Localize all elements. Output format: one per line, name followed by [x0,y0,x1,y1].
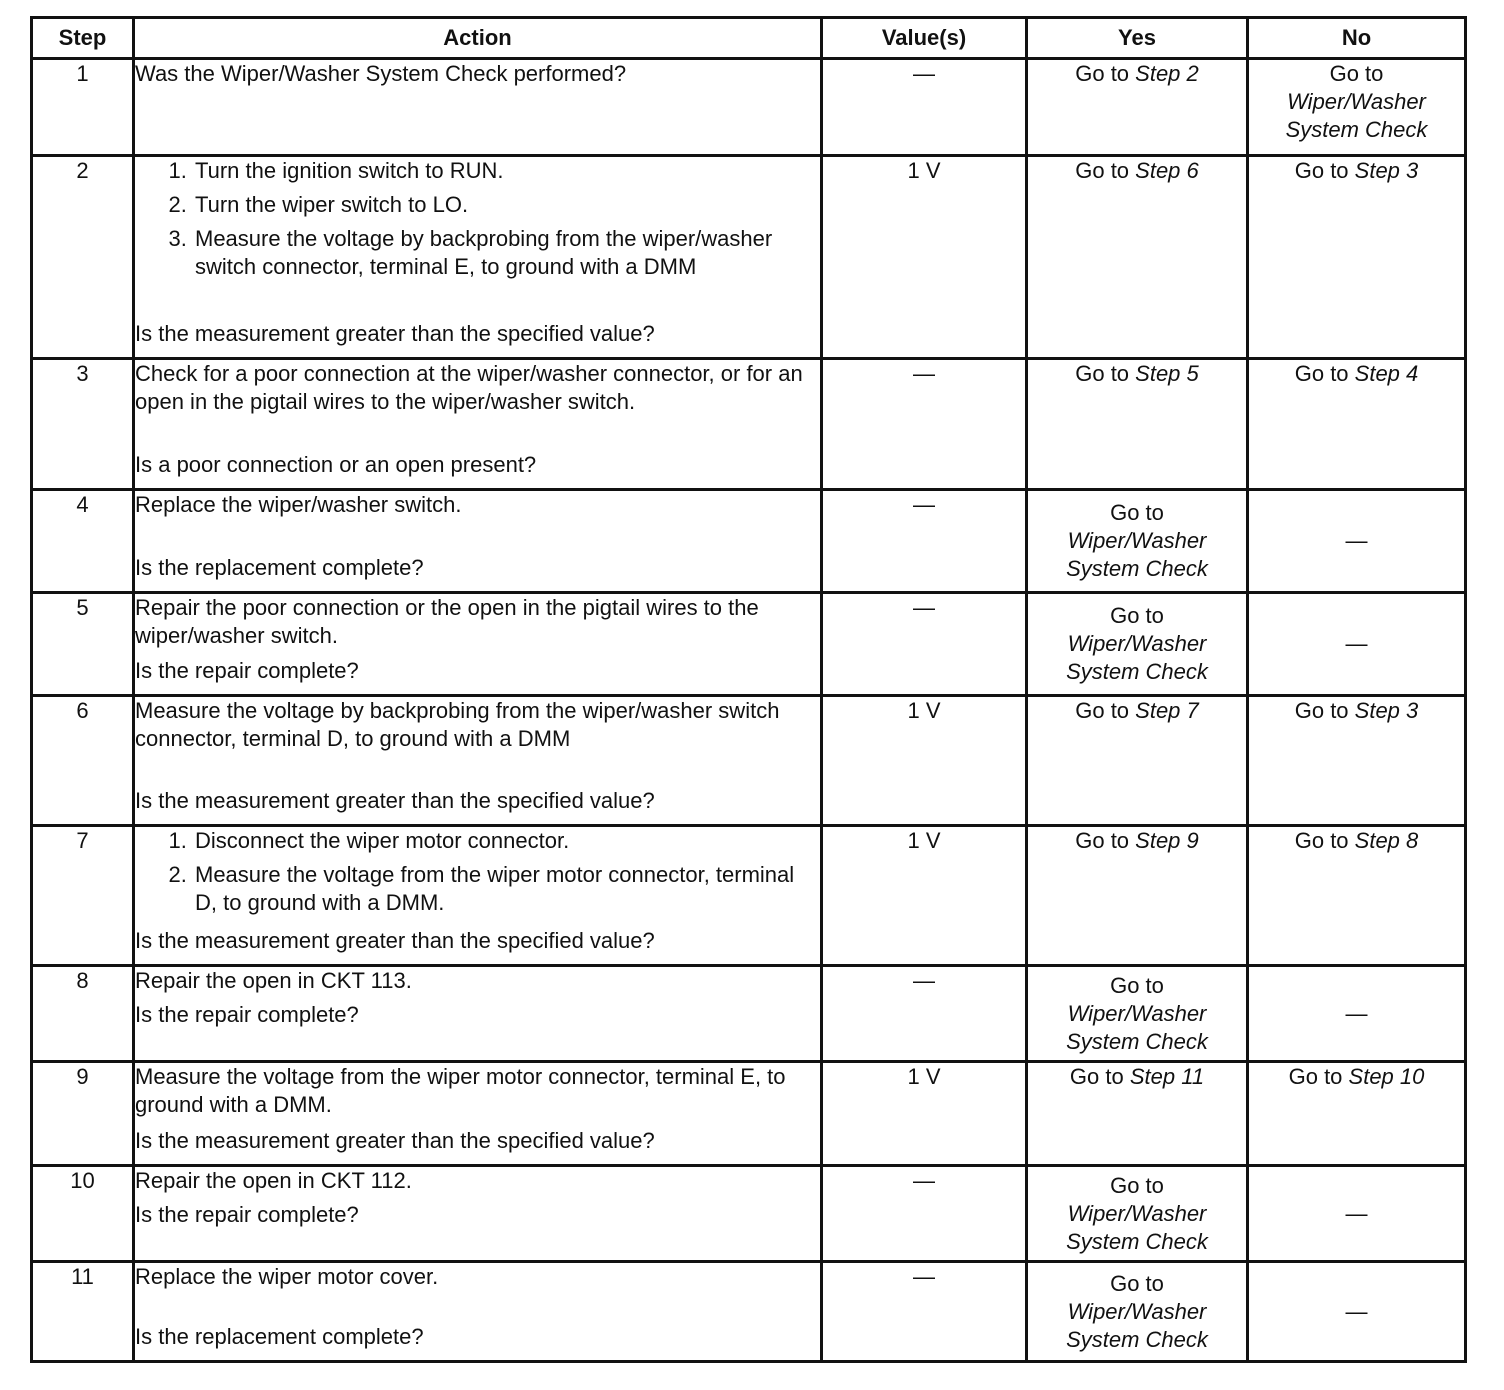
action-step: 2. Turn the wiper switch to LO. [193,191,820,219]
yes-goto [1028,827,1246,855]
yes-goto-prefix: Go to [1075,828,1136,853]
no-cell [1248,1166,1466,1262]
action-question: Is the replacement complete? [135,1324,424,1349]
yes-goto-prefix: Go to [1110,500,1164,525]
action-cell [134,696,822,826]
action-text: Was the Wiper/Washer System Check performed? [135,61,627,86]
action-text: Is the repair complete? [135,1202,359,1227]
no-goto-prefix: Go to [1329,61,1384,86]
action-text: Replace the wiper motor cover. [135,1264,439,1289]
yes-cell [1027,966,1248,1062]
yes-goto-target: Step 2 [1135,61,1199,86]
table-row [32,966,1466,1062]
yes-cell [1027,59,1248,156]
action-question: Is the replacement complete? [135,555,424,580]
action-body [135,1167,820,1235]
value-cell: — [822,59,1027,156]
yes-goto [1028,157,1246,185]
action-question: Is a poor connection or an open present? [135,452,537,477]
header-step: Step [32,18,134,59]
table-row [32,826,1466,966]
yes-goto [1028,60,1246,88]
yes-goto-prefix: Go to [1110,1172,1164,1198]
action-content [135,594,820,685]
action-question: Is the measurement greater than the specified value? [135,321,655,346]
step-number: 10 [32,1166,134,1262]
yes-cell [1027,156,1248,359]
table-row [32,1262,1466,1362]
yes-goto-target: System Check [1066,1228,1208,1254]
yes-goto-prefix: Go to [1075,361,1136,386]
table-row [32,156,1466,359]
table-row [32,490,1466,593]
no-dash: — [1345,1298,1368,1324]
no-dash: — [1345,528,1368,553]
action-step: 3. Measure the voltage by backprobing from the wiper/washer switch connector, terminal E, to ground with a DMM [193,225,820,281]
action-text: Measure the voltage by backprobing from the wiper/washer switch connector, terminal D, to ground with a DMM [135,698,780,751]
action-body [135,697,820,759]
action-content [135,491,820,582]
action-text: Is the repair complete? [135,1002,359,1027]
action-cell [134,1062,822,1166]
table-row [32,1166,1466,1262]
value-cell: — [822,966,1027,1062]
no-goto-target: Step 8 [1354,828,1419,853]
action-body [135,491,820,525]
no-cell [1248,156,1466,359]
yes-cell [1027,696,1248,826]
no-goto-target: Step 10 [1348,1064,1425,1089]
action-body [135,157,820,287]
step-number: 2 [32,156,134,359]
action-content [135,360,820,479]
action-body [135,1263,820,1297]
yes-cell [1027,1062,1248,1166]
action-question: Is the repair complete? [135,658,359,683]
action-text: Measure the voltage from the wiper motor connector, terminal E, to ground with a DMM. [135,1064,786,1117]
step-number: 8 [32,966,134,1062]
no-goto-target: System Check [1285,117,1428,142]
action-cell [134,359,822,490]
no-goto [1249,157,1464,185]
no-cell [1248,696,1466,826]
table-body [32,59,1466,1362]
step-number: 1 [32,59,134,156]
header-value: Value(s) [822,18,1027,59]
step-number: 3 [32,359,134,490]
action-cell [134,1262,822,1362]
table-row [32,1062,1466,1166]
yes-cell [1027,826,1248,966]
yes-goto-target: Step 7 [1135,698,1199,723]
action-cell [134,826,822,966]
yes-goto-prefix: Go to [1075,158,1136,183]
yes-goto-target: System Check [1066,556,1208,581]
action-text: Repair the open in CKT 112. [135,1168,412,1193]
step-number: 5 [32,593,134,696]
no-goto [1249,360,1464,388]
yes-goto-target: System Check [1066,1326,1208,1352]
action-question: Is the measurement greater than the specified value? [135,1128,655,1153]
action-steps-list [135,827,820,917]
action-step: 2. Measure the voltage from the wiper motor connector, terminal D, to ground with a DMM. [193,861,820,917]
no-dash: — [1345,1200,1368,1226]
yes-goto-target: Wiper/Washer [1067,1200,1207,1226]
action-step: 1. Disconnect the wiper motor connector. [193,827,820,855]
yes-goto-target: System Check [1066,1028,1208,1054]
action-body [135,60,820,94]
no-goto-prefix: Go to [1288,1064,1349,1089]
value-cell: — [822,1262,1027,1362]
no-dash: — [1345,1000,1368,1026]
no-goto-prefix: Go to [1294,828,1355,853]
no-cell [1248,359,1466,490]
action-content [135,157,820,348]
step-number: 4 [32,490,134,593]
value-cell: — [822,1166,1027,1262]
yes-goto-prefix: Go to [1110,603,1164,628]
no-goto-target: Step 3 [1354,698,1419,723]
value-cell: — [822,593,1027,696]
yes-cell [1027,1262,1248,1362]
no-goto-prefix: Go to [1294,361,1355,386]
no-goto-target: Step 4 [1354,361,1419,386]
action-content [135,1263,820,1351]
table-row [32,359,1466,490]
no-goto [1249,697,1464,725]
step-number: 9 [32,1062,134,1166]
yes-goto-target: System Check [1066,659,1208,684]
no-cell [1248,490,1466,593]
action-cell [134,490,822,593]
yes-goto [1028,697,1246,725]
yes-goto-target: Step 6 [1135,158,1199,183]
no-goto-target: Step 3 [1354,158,1419,183]
yes-cell [1027,490,1248,593]
action-text: Repair the poor connection or the open in the pigtail wires to the wiper/washer switch. [135,595,759,648]
action-content [135,697,820,815]
no-cell [1248,593,1466,696]
step-number: 6 [32,696,134,826]
action-text: Repair the open in CKT 113. [135,968,412,993]
action-cell [134,1166,822,1262]
yes-cell [1027,593,1248,696]
action-body [135,967,820,1035]
no-cell [1248,1262,1466,1362]
header-yes: Yes [1027,18,1248,59]
yes-goto-target: Wiper/Washer [1067,631,1207,656]
action-content [135,1167,820,1251]
action-step: 1. Turn the ignition switch to RUN. [193,157,820,185]
yes-cell [1027,359,1248,490]
yes-goto [1028,360,1246,388]
header-no: No [1248,18,1466,59]
action-cell [134,156,822,359]
action-content [135,60,820,145]
yes-goto-target: Wiper/Washer [1067,1000,1207,1026]
table-header-row [32,18,1466,59]
action-cell [134,966,822,1062]
no-goto-prefix: Go to [1294,698,1355,723]
action-question: Is the measurement greater than the specified value? [135,788,655,813]
yes-goto-target: Wiper/Washer [1067,1298,1207,1324]
no-goto [1249,827,1464,855]
yes-goto-target: Step 9 [1135,828,1199,853]
value-cell: 1 V [822,156,1027,359]
table-row [32,593,1466,696]
yes-goto-prefix: Go to [1110,972,1164,998]
no-cell [1248,59,1466,156]
action-steps-list [135,157,820,281]
step-number: 7 [32,826,134,966]
diagnostic-table-page [30,16,1464,1363]
yes-goto-prefix: Go to [1069,1064,1130,1089]
yes-goto-target: Step 11 [1129,1064,1205,1089]
no-goto-prefix: Go to [1294,158,1355,183]
header-action: Action [134,18,822,59]
action-text: Check for a poor connection at the wiper/washer connector, or for an open in the pigtail wires to the wiper/washer switch. [135,361,803,414]
no-cell [1248,826,1466,966]
value-cell: 1 V [822,1062,1027,1166]
action-content [135,827,820,955]
no-cell [1248,1062,1466,1166]
action-content [135,1063,820,1155]
yes-goto-prefix: Go to [1075,698,1136,723]
action-content [135,967,820,1051]
table-row [32,59,1466,156]
table-row [32,696,1466,826]
yes-goto-prefix: Go to [1075,61,1136,86]
action-cell [134,59,822,156]
yes-goto-prefix: Go to [1110,1270,1164,1296]
step-number: 11 [32,1262,134,1362]
action-body [135,594,820,656]
action-text: Replace the wiper/washer switch. [135,492,462,517]
value-cell: 1 V [822,826,1027,966]
value-cell: 1 V [822,696,1027,826]
action-question: Is the measurement greater than the specified value? [135,928,655,953]
action-cell [134,593,822,696]
action-body [135,1063,820,1125]
no-goto-target: Wiper/Washer [1287,89,1426,114]
yes-goto [1028,1063,1246,1091]
value-cell: — [822,359,1027,490]
diagnostic-steps-table [30,16,1467,1363]
action-body [135,360,820,422]
no-dash: — [1345,631,1368,656]
no-cell [1248,966,1466,1062]
yes-goto-target: Step 5 [1135,361,1199,386]
action-body [135,827,820,923]
value-cell: — [822,490,1027,593]
yes-cell [1027,1166,1248,1262]
no-goto [1249,1063,1464,1091]
yes-goto-target: Wiper/Washer [1067,528,1207,553]
